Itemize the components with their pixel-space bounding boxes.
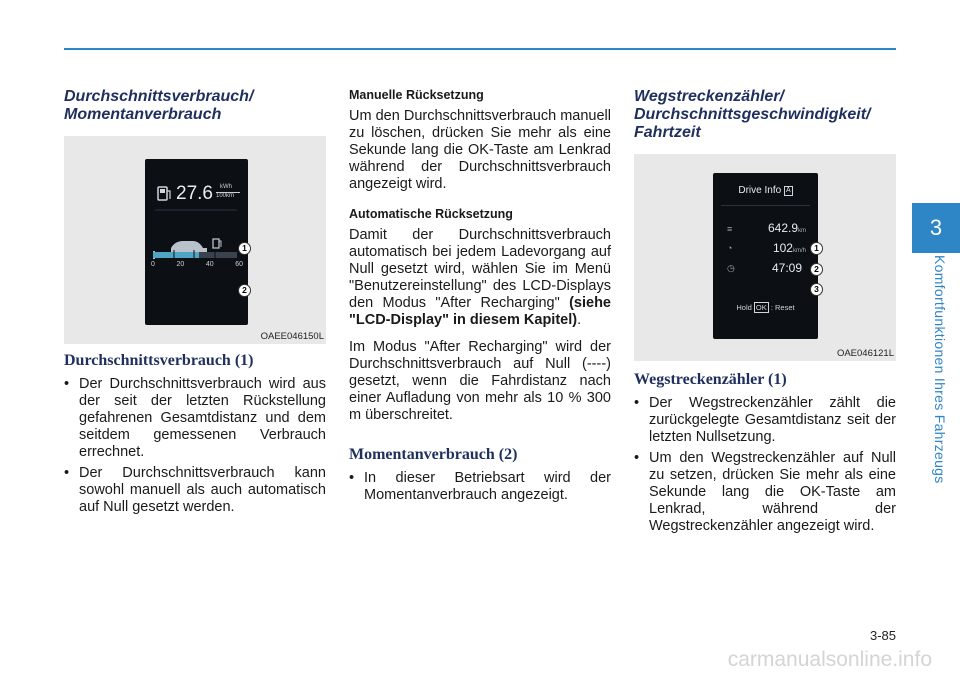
- cluster-display: [145, 159, 248, 325]
- reference-prefix: (siehe ": [349, 295, 611, 328]
- reset-hint: [713, 303, 818, 312]
- bullet-list: [349, 470, 611, 504]
- ok-key-icon: OK: [755, 303, 767, 312]
- consumption-unit-bottom: 100km: [216, 193, 235, 199]
- column-left: [64, 88, 326, 520]
- clock-icon: ◷: [727, 263, 735, 273]
- callout-2: 2: [810, 263, 823, 276]
- heading-manual-reset: Manuelle Rücksetzung: [349, 88, 484, 102]
- speedometer-icon: ◔: [727, 243, 733, 253]
- callout-1: 1: [810, 242, 823, 255]
- after-recharging-text: Im Modus "After Recharging" wird der Durchschnittsverbrauch auf Null (----) gesetzt, wenn die Fahrdistanz nach einer Aufladung von mehr als 10 % 300 m überschreitet.: [349, 339, 611, 423]
- column-right: [634, 88, 896, 539]
- scale-label: 60: [235, 261, 243, 268]
- road-icon: ≡: [727, 224, 733, 234]
- auto-reset-paragraph: [349, 227, 611, 329]
- subheading-instant: Momentanverbrauch (2): [349, 446, 518, 463]
- reference-suffix: " in diesem Kapitel): [442, 312, 578, 328]
- list-item: • Der Durchschnittsverbrauch kann sowohl manuell als auch automatisch auf Null gesetzt werden.: [64, 465, 326, 516]
- drive-time-value: 47:09: [771, 261, 802, 275]
- list-item: • Um den Wegstreckenzähler auf Null zu setzen, drücken Sie mehr als eine Sekunde lang die OK-Taste am Lenkrad, während der Wegstreckenzähler angezeigt wird.: [634, 450, 896, 535]
- consumption-value: 27.6: [176, 183, 213, 204]
- drive-info-title: Drive Info: [738, 185, 782, 196]
- reset-hint-hold: Hold: [736, 303, 752, 312]
- watermark: carmanualsonline.info: [727, 648, 932, 671]
- figure-drive-info: [634, 154, 896, 361]
- subheading-odometer: Wegstreckenzähler (1): [634, 371, 787, 388]
- reset-hint-reset: : Reset: [770, 303, 795, 312]
- reference-period: .: [577, 312, 582, 328]
- chapter-tab: 3: [912, 203, 960, 253]
- scale-label: 40: [205, 261, 214, 268]
- avg-speed-value: 102: [772, 241, 793, 255]
- subheading-average: Durchschnittsverbrauch (1): [64, 352, 254, 369]
- auto-reset-text: Damit der Durchschnittsverbrauch automatisch bei jedem Ladevorgang auf Null gesetzt wird, wählen Sie im Menü "Benutzereinstellung" des LCD-Displays den Modus "After Recharging": [349, 227, 611, 311]
- manual-reset-text: Um den Durchschnittsverbrauch manuell zu löschen, drücken Sie mehr als eine Sekunde lang die OK-Taste am Lenkrad während der Durchschnittsverbrauch angezeigt wird.: [349, 108, 611, 192]
- bullet-list: [634, 395, 896, 535]
- list-item: • In dieser Betriebsart wird der Momentanverbrauch angezeigt.: [349, 470, 611, 504]
- list-item: • Der Wegstreckenzähler zählt die zurückgelegte Gesamtdistanz seit der letzten Nullsetzung.: [634, 395, 896, 446]
- avg-speed-unit: km/h: [792, 248, 806, 254]
- figure-code: OAEE046150L: [260, 331, 324, 342]
- trip-row-3: [772, 261, 802, 275]
- callout-1: 1: [238, 242, 251, 255]
- scale-labels: [151, 261, 243, 268]
- figure-consumption: [64, 136, 326, 344]
- consumption-unit-top: kWh: [220, 184, 232, 190]
- section-heading-consumption: Durchschnittsverbrauch/ Momentanverbrauch: [64, 88, 254, 123]
- heading-auto-reset: Automatische Rücksetzung: [349, 207, 513, 221]
- column-middle: [349, 88, 611, 508]
- drive-info-title-wrap: [713, 185, 818, 196]
- trip-row-2: [773, 241, 806, 255]
- top-rule: [64, 48, 896, 50]
- title-divider: [721, 205, 810, 206]
- auto-icon: A: [785, 187, 791, 194]
- scale-label: 20: [176, 261, 185, 268]
- scale-label: 0: [151, 261, 155, 268]
- bullet-list: [64, 376, 326, 516]
- drive-info-display: [713, 173, 818, 339]
- callout-2: 2: [238, 284, 251, 297]
- section-heading-trip: Wegstreckenzähler/ Durchschnittsgeschwindigkeit/ Fahrtzeit: [634, 88, 871, 141]
- reference-link[interactable]: LCD-Display: [355, 312, 443, 328]
- list-item: • Der Durchschnittsverbrauch wird aus der seit der letzten Rückstellung gefahrenen Gesamtdistanz und dem seitdem gemessenen Verbrauch errechnet.: [64, 376, 326, 461]
- figure-code: OAE046121L: [836, 348, 894, 359]
- trip-row-1: [768, 221, 806, 235]
- chapter-side-label: Komfortfunktionen Ihres Fahrzeugs: [932, 255, 948, 484]
- page-number: 3-85: [869, 628, 896, 643]
- trip-distance-unit: km: [798, 228, 806, 234]
- callout-3: 3: [810, 283, 823, 296]
- trip-distance-value: 642.9: [767, 221, 798, 235]
